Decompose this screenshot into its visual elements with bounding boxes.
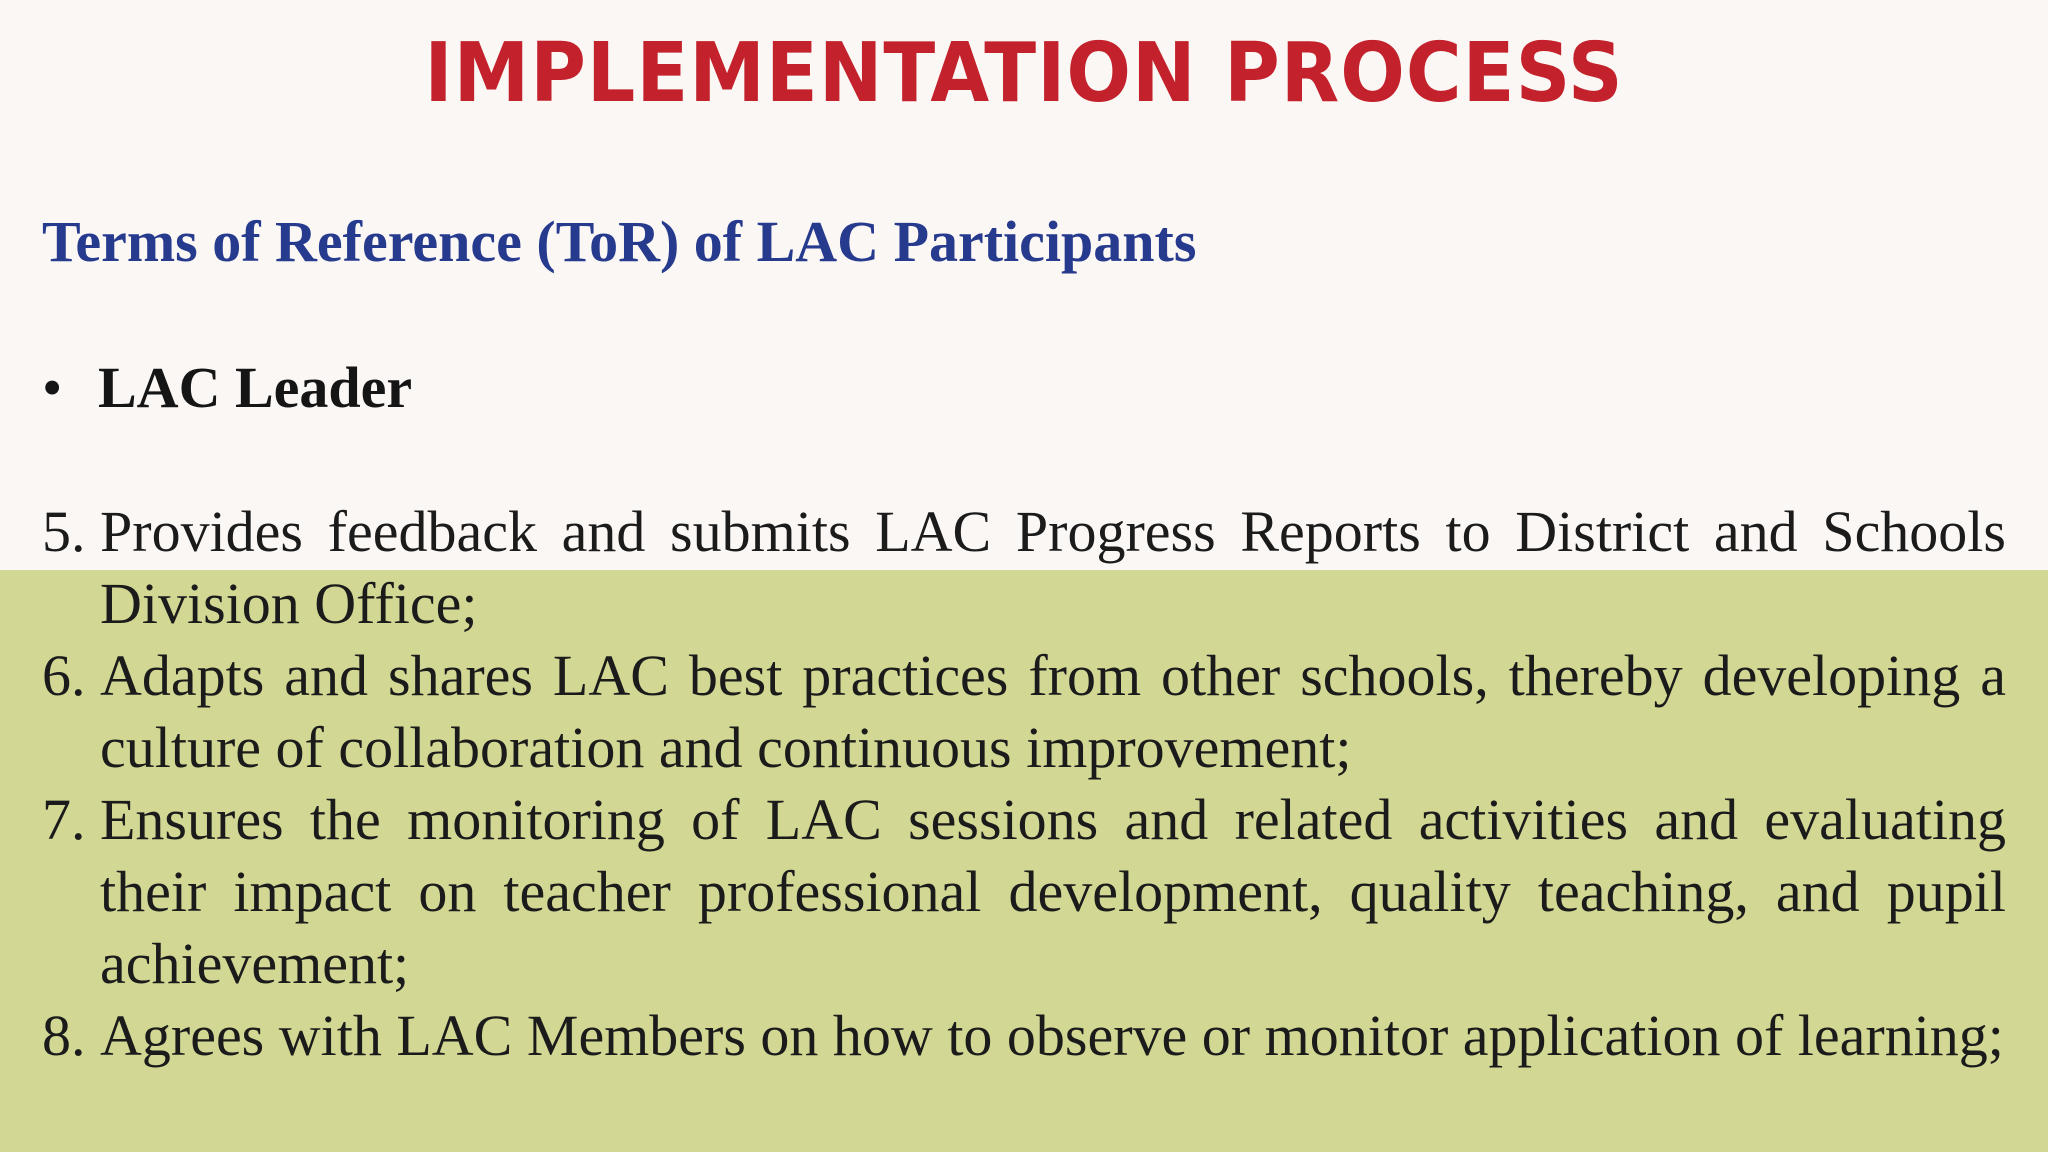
- item-number: 8.: [42, 1003, 86, 1068]
- role-bullet: [42, 354, 412, 421]
- responsibility-list: [42, 496, 2006, 1072]
- item-text: Agrees with LAC Members on how to observe or monitor application of learning;: [100, 1003, 2004, 1068]
- list-item: [42, 1000, 2006, 1072]
- section-subtitle: Terms of Reference (ToR) of LAC Participants: [42, 209, 1197, 274]
- role-label: LAC Leader: [98, 355, 413, 420]
- item-number: 5.: [42, 499, 86, 564]
- item-number: 6.: [42, 643, 86, 708]
- item-text: Ensures the monitoring of LAC sessions and related activities and evaluating their impact on teacher professional development, quality teaching, and pupil achievement;: [100, 787, 2006, 996]
- slide-title: IMPLEMENTATION PROCESS: [424, 24, 1624, 121]
- item-text: Provides feedback and submits LAC Progress Reports to District and Schools Division Office;: [100, 499, 2006, 636]
- item-number: 7.: [42, 787, 86, 852]
- bullet-marker: •: [42, 355, 63, 420]
- list-item: [42, 784, 2006, 1000]
- list-item: [42, 496, 2006, 640]
- item-text: Adapts and shares LAC best practices from other schools, thereby developing a culture of collaboration and continuous improvement;: [100, 643, 2006, 780]
- list-item: [42, 640, 2006, 784]
